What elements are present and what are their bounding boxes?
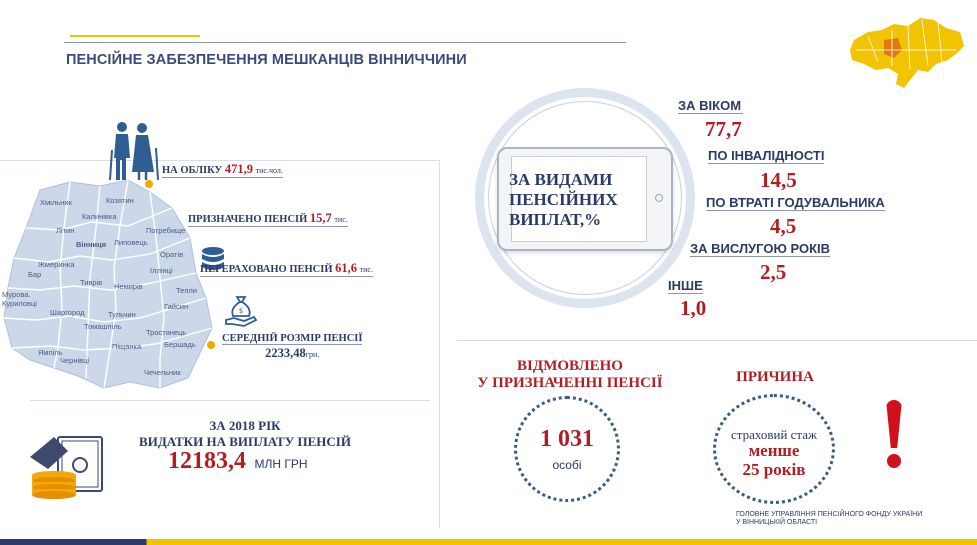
district-label: Вінниця (76, 240, 107, 249)
district-label: Гайсин (164, 302, 189, 311)
recalculated-label: ПЕРЕРАХОВАНО ПЕНСІЙ (200, 264, 333, 275)
district-label: Шаргород (50, 308, 85, 317)
district-label: Калинівка (82, 212, 117, 221)
district-label: Ямпіль (38, 348, 63, 357)
tablet-home-button (655, 194, 663, 202)
elderly-couple-icon (106, 120, 162, 182)
refused-heading (470, 358, 670, 392)
recalculated-unit: тис. (359, 265, 373, 274)
district-label: Піщанка (112, 342, 142, 351)
type-label-disability: ПО ІНВАЛІДНОСТІ (708, 148, 825, 163)
tablet-text: ЗА ВИДАМИ ПЕНСІЙНИХ ВИПЛАТ,% (509, 170, 618, 229)
exclamation-icon (882, 400, 906, 472)
header-rule (64, 42, 626, 43)
type-label-service: ЗА ВИСЛУГОЮ РОКІВ (690, 241, 831, 256)
refused-value: 1 031 (540, 426, 594, 452)
gold-accent-line (70, 35, 200, 37)
district-label: Жмеринка (38, 260, 75, 269)
registered-dot (145, 180, 153, 188)
refused-unit: особі (552, 458, 582, 472)
expenses-value: 12183,4 (168, 448, 246, 474)
district-label: Погребище (146, 226, 186, 235)
recalculated-value: 61,6 (335, 261, 358, 275)
refused-heading-line1: ВІДМОВЛЕНО (517, 358, 623, 374)
district-label: Бершадь (164, 340, 196, 349)
recalculated-stat (200, 261, 373, 277)
bottom-stripe (0, 539, 977, 545)
average-value: 2233,48 (265, 346, 306, 360)
type-value-service: 2,5 (760, 260, 787, 284)
footer-caption (736, 511, 922, 527)
district-label: Томашпіль (84, 322, 122, 331)
type-value-other: 1,0 (680, 296, 707, 320)
expenses-unit: МЛН ГРН (254, 457, 308, 471)
type-value-breadwinner: 4,5 (770, 214, 797, 238)
registered-value: 471,9 (224, 162, 253, 176)
district-label: Липовець (114, 238, 148, 247)
district-label: Чернівці (60, 356, 90, 365)
reason-line2: менше (748, 441, 800, 460)
district-label: Тульчин (108, 310, 136, 319)
svg-text:$: $ (238, 307, 244, 315)
left-separator (30, 400, 430, 401)
average-label: СЕРЕДНІЙ РОЗМІР ПЕНСІЇ (222, 333, 363, 344)
refused-heading-line2: У ПРИЗНАЧЕННІ ПЕНСІЇ (477, 375, 663, 391)
reason-line3: 25 років (742, 460, 806, 479)
type-label-breadwinner: ПО ВТРАТІ ГОДУВАЛЬНИКА (706, 195, 885, 210)
expenses-year: ЗА 2018 РІК (209, 418, 281, 433)
expenses-value-row (168, 448, 308, 475)
type-value-age: 77,7 (705, 117, 742, 141)
district-label: Хмільник (40, 198, 72, 207)
district-label: Тростянець (146, 328, 187, 337)
right-divider (456, 340, 977, 341)
district-label: Літин (56, 226, 75, 235)
assigned-value: 15,7 (309, 211, 332, 225)
assigned-stat (188, 211, 348, 227)
expenses-block (110, 418, 380, 450)
money-stack-icon (28, 435, 106, 499)
district-label: Бар (28, 270, 42, 279)
reason-heading: ПРИЧИНА (736, 369, 814, 385)
district-label: Чечельник (144, 368, 181, 377)
footer-line1: ГОЛОВНЕ УПРАВЛІННЯ ПЕНСІЙНОГО ФОНДУ УКРАЇНИ (736, 511, 923, 518)
district-label: Іллінці (150, 266, 173, 275)
footer-line2: У ВІННИЦЬКІЙ ОБЛАСТІ (736, 519, 818, 526)
type-value-disability: 14,5 (760, 168, 797, 192)
district-label: Оратів (160, 250, 184, 259)
registered-unit: тис.чол. (255, 166, 283, 175)
district-label: Тепли (176, 286, 197, 295)
average-unit: грн. (305, 350, 320, 359)
ukraine-map-icon (848, 10, 966, 94)
average-stat (222, 333, 362, 361)
district-label: Тиврів (80, 278, 103, 287)
type-label-other: ІНШЕ (668, 278, 703, 293)
district-label: Козятин (106, 196, 134, 205)
average-dot (207, 341, 215, 349)
district-label: Мурова. Куриловці (2, 290, 37, 308)
assigned-label: ПРИЗНАЧЕНО ПЕНСІЙ (188, 214, 308, 225)
registered-stat (162, 162, 283, 178)
expenses-label: ВИДАТКИ НА ВИПЛАТУ ПЕНСІЙ (139, 434, 351, 449)
page-title: ПЕНСІЙНЕ ЗАБЕЗПЕЧЕННЯ МЕШКАНЦІВ ВІННИЧЧИНИ (66, 52, 467, 68)
assigned-unit: тис. (334, 215, 348, 224)
registered-label: НА ОБЛІКУ (162, 165, 223, 176)
reason-line1: страховий стаж (730, 427, 818, 442)
district-label: Немирів (114, 282, 143, 291)
type-label-age: ЗА ВІКОМ (678, 98, 742, 113)
money-bag-hand-icon (224, 294, 258, 328)
